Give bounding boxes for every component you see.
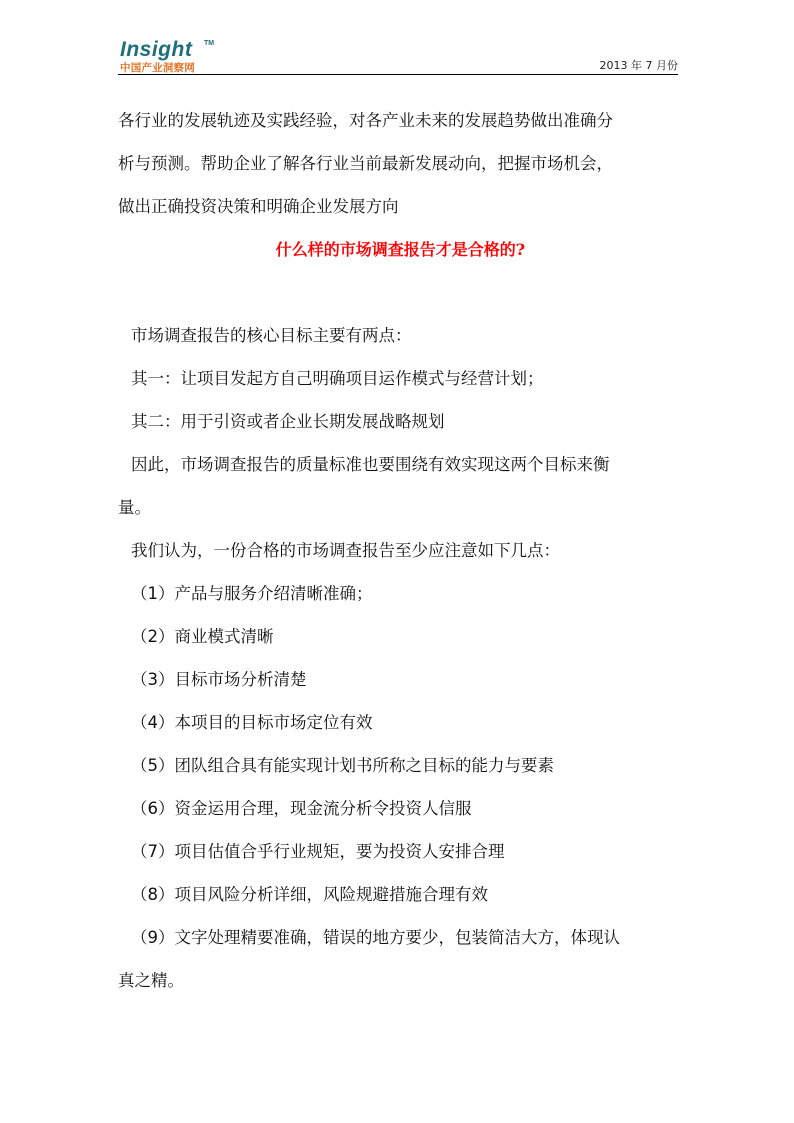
spacer (118, 271, 683, 314)
list-item-9-line-2: 真之精。 (118, 971, 184, 990)
page-header (118, 40, 678, 74)
list-item-9-line-1: （9）文字处理精要准确，错误的地方要少，包装简洁大方，体现认 (131, 928, 620, 947)
therefore-text-line-1: 因此，市场调查报告的质量标准也要围绕有效实现这两个目标来衡 (131, 455, 610, 474)
header-divider (118, 74, 678, 75)
logo-subtitle: 中国产业洞察网 (120, 62, 195, 74)
section-heading: 什么样的市场调查报告才是合格的? (275, 240, 526, 259)
document-body (118, 99, 683, 1002)
logo-trademark: TM (204, 40, 215, 47)
goal-two-text: 其二：用于引资或者企业长期发展战略规划 (131, 412, 445, 431)
list-item: （1）产品与服务介绍清晰准确； (131, 584, 373, 603)
goal-one-text: 其一：让项目发起方自己明确项目运作模式与经营计划； (131, 369, 544, 388)
intro-line-3: 做出正确投资决策和明确企业发展方向 (118, 197, 399, 216)
intro-line-2: 析与预测。帮助企业了解各行业当前最新发展动向，把握市场机会， (118, 154, 613, 173)
logo-wordmark: Insight (120, 38, 193, 61)
list-item: （8）项目风险分析详细，风险规避措施合理有效 (131, 885, 488, 904)
list-item: （7）项目估值合乎行业规矩，要为投资人安排合理 (131, 842, 505, 861)
insight-logo (118, 40, 238, 72)
list-item: （6）资金运用合理，现金流分析令投资人信服 (131, 799, 472, 818)
intro-line-1: 各行业的发展轨迹及实践经验，对各产业未来的发展趋势做出准确分 (118, 111, 613, 130)
header-date: 2013 年 7 月份 (599, 59, 678, 72)
we-think-text: 我们认为，一份合格的市场调查报告至少应注意如下几点： (131, 541, 560, 560)
list-item: （4）本项目的目标市场定位有效 (131, 713, 373, 732)
list-item: （2）商业模式清晰 (131, 627, 274, 646)
core-goals-text: 市场调查报告的核心目标主要有两点： (131, 326, 412, 345)
list-item: （3）目标市场分析清楚 (131, 670, 307, 689)
list-item: （5）团队组合具有能实现计划书所称之目标的能力与要素 (131, 756, 554, 775)
therefore-text-line-2: 量。 (118, 498, 151, 517)
